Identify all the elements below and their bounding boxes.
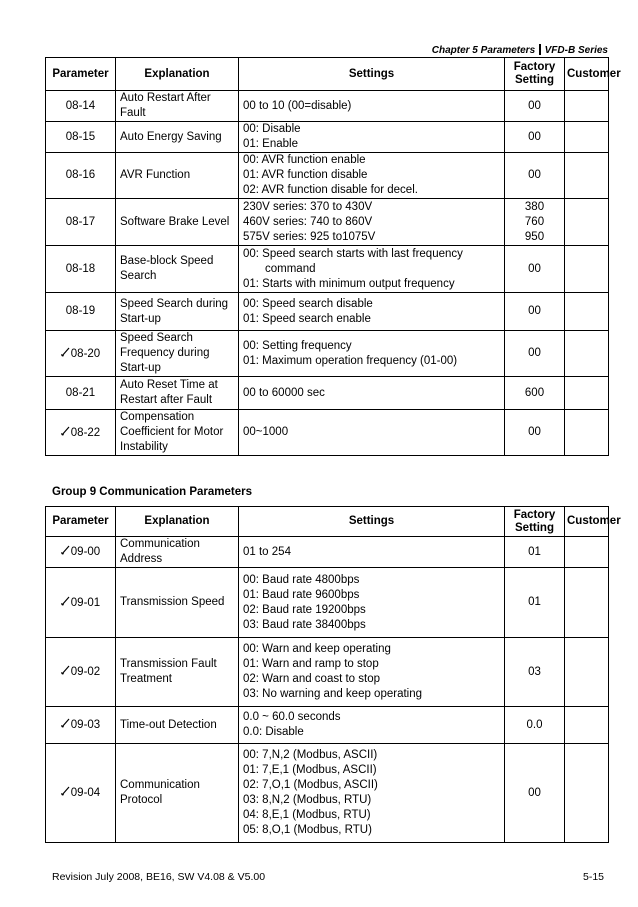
- series-name: VFD-B Series: [544, 45, 608, 56]
- parameter-code-text: 08-15: [65, 130, 96, 143]
- setting-line: 0.0 ~ 60.0 seconds: [243, 711, 341, 723]
- setting-line: 00: Speed search disable: [243, 297, 373, 310]
- col-factory-setting: Factory Setting: [505, 507, 565, 537]
- parameter-code: [46, 153, 116, 199]
- parameter-settings: [239, 707, 505, 744]
- table-body-group9: [46, 537, 609, 843]
- customer-setting[interactable]: [565, 568, 609, 638]
- page-header: [432, 44, 608, 56]
- factory-value: 01: [528, 545, 541, 558]
- table-row: [46, 331, 609, 377]
- chapter-title: Chapter 5 Parameters: [431, 45, 536, 56]
- factory-setting: [505, 537, 565, 568]
- factory-setting: [505, 638, 565, 707]
- factory-value: 600: [524, 386, 545, 399]
- setting-line: 00: Disable: [243, 123, 301, 135]
- table-row: [46, 410, 609, 456]
- editable-marker-icon: [61, 346, 70, 361]
- parameter-code-text: 09-03: [70, 719, 101, 731]
- table-row: [46, 638, 609, 707]
- setting-line: 00: 7,N,2 (Modbus, ASCII): [243, 749, 378, 761]
- parameter-code-text: 08-19: [65, 305, 96, 317]
- parameter-code-text: 09-04: [70, 787, 101, 799]
- setting-line: 01 to 254: [243, 545, 291, 558]
- customer-setting[interactable]: [565, 331, 609, 377]
- parameter-code-text: 08-21: [65, 386, 96, 399]
- customer-setting[interactable]: [565, 707, 609, 744]
- table-row: [46, 91, 609, 122]
- factory-value: 00: [528, 99, 541, 112]
- parameter-explanation: Time-out Detection: [116, 707, 239, 744]
- table-row: [46, 744, 609, 843]
- table-row: [46, 153, 609, 199]
- parameter-table-group8: [45, 57, 621, 456]
- parameter-code-text: 09-02: [70, 666, 101, 678]
- editable-marker-icon: [61, 785, 70, 800]
- customer-setting[interactable]: [565, 293, 609, 331]
- parameter-code: [46, 638, 116, 707]
- parameter-explanation: Software Brake Level: [116, 199, 239, 246]
- setting-line: 02: Baud rate 19200bps: [243, 603, 366, 616]
- factory-setting: [505, 122, 565, 153]
- parameter-code: [46, 122, 116, 153]
- setting-line: 03: 8,N,2 (Modbus, RTU): [243, 794, 372, 806]
- parameter-explanation: Auto Reset Time at Restart after Fault: [116, 377, 239, 410]
- parameter-code: [46, 744, 116, 843]
- parameter-code: [46, 246, 116, 293]
- factory-setting: [505, 91, 565, 122]
- table-row: [46, 293, 609, 331]
- parameter-settings: [239, 410, 505, 456]
- parameter-settings: [239, 568, 505, 638]
- parameter-settings: [239, 246, 505, 293]
- parameter-settings: [239, 122, 505, 153]
- parameter-code-text: 08-17: [65, 215, 96, 228]
- customer-setting[interactable]: [565, 246, 609, 293]
- customer-setting[interactable]: [565, 638, 609, 707]
- parameter-explanation: Speed Search during Start-up: [116, 293, 239, 331]
- parameter-code-text: 08-16: [65, 169, 96, 181]
- footer-revision: Revision July 2008, BE16, SW V4.08 & V5.00: [52, 871, 266, 883]
- customer-setting[interactable]: [565, 410, 609, 456]
- factory-value: 00: [528, 305, 541, 317]
- setting-line: 00: Speed search starts with last frequency: [243, 247, 463, 260]
- factory-setting: [505, 744, 565, 843]
- setting-line: 02: Warn and coast to stop: [243, 673, 381, 685]
- group-title: Group 9 Communication Parameters: [52, 486, 253, 498]
- factory-value: 380: [524, 200, 545, 213]
- parameter-code-text: 08-18: [65, 262, 96, 275]
- table-row: [46, 568, 609, 638]
- col-parameter: Parameter: [46, 507, 116, 537]
- col-settings: Settings: [239, 58, 505, 91]
- parameter-code: [46, 410, 116, 456]
- parameter-table-group9: [45, 506, 621, 843]
- parameter-code: [46, 199, 116, 246]
- factory-setting: [505, 331, 565, 377]
- customer-setting[interactable]: [565, 744, 609, 843]
- setting-line: 575V series: 925 to1075V: [243, 230, 376, 243]
- parameter-settings: [239, 377, 505, 410]
- col-settings: Settings: [239, 507, 505, 537]
- parameter-code-text: 09-01: [70, 596, 101, 609]
- factory-setting: [505, 246, 565, 293]
- col-customer: Customer: [565, 507, 609, 537]
- parameter-explanation: Compensation Coefficient for Motor Instability: [116, 410, 239, 456]
- parameter-code: [46, 707, 116, 744]
- table-row: [46, 246, 609, 293]
- factory-value: 00: [528, 426, 541, 438]
- factory-value: 00: [528, 262, 541, 275]
- factory-value: 01: [528, 596, 541, 608]
- factory-setting: [505, 707, 565, 744]
- customer-setting[interactable]: [565, 91, 609, 122]
- editable-marker-icon: [61, 664, 70, 679]
- col-explanation: Explanation: [116, 507, 239, 537]
- setting-line: 460V series: 740 to 860V: [243, 215, 373, 228]
- table-row: [46, 537, 609, 568]
- setting-line: 02: AVR function disable for decel.: [243, 184, 418, 196]
- parameter-settings: [239, 91, 505, 122]
- factory-value: 0.0: [526, 718, 543, 731]
- factory-value: 00: [528, 130, 541, 143]
- setting-line: 01: Warn and ramp to stop: [243, 658, 379, 670]
- parameter-explanation: Communication Address: [116, 537, 239, 568]
- setting-line: 05: 8,O,1 (Modbus, RTU): [243, 824, 372, 836]
- factory-value: 03: [528, 665, 541, 678]
- editable-marker-icon: [61, 717, 70, 732]
- parameter-settings: [239, 199, 505, 246]
- table-row: [46, 707, 609, 744]
- setting-line: 00: Setting frequency: [243, 339, 352, 352]
- table-header-row: [46, 58, 609, 91]
- editable-marker-icon: [61, 595, 70, 610]
- factory-value: 00: [528, 786, 541, 799]
- parameter-settings: [239, 537, 505, 568]
- factory-setting: [505, 153, 565, 199]
- parameter-code: [46, 91, 116, 122]
- parameter-settings: [239, 293, 505, 331]
- parameter-explanation: Communication Protocol: [116, 744, 239, 843]
- factory-value: 760: [524, 215, 545, 228]
- parameter-code-text: 08-22: [70, 426, 101, 439]
- setting-line: 00: AVR function enable: [243, 154, 366, 166]
- factory-value: 950: [524, 230, 545, 243]
- parameter-settings: [239, 153, 505, 199]
- setting-line: 04: 8,E,1 (Modbus, RTU): [243, 809, 371, 821]
- parameter-explanation: Base-block Speed Search: [116, 246, 239, 293]
- table-header-row: [46, 507, 609, 537]
- editable-marker-icon: [61, 425, 70, 440]
- col-parameter: Parameter: [46, 58, 116, 91]
- parameter-code: [46, 331, 116, 377]
- editable-marker-icon: [61, 544, 70, 559]
- header-separator: [539, 44, 541, 55]
- setting-line: 01: Starts with minimum output frequency: [243, 277, 455, 290]
- setting-line: 00: Baud rate 4800bps: [243, 573, 360, 586]
- setting-line: 01: 7,E,1 (Modbus, ASCII): [243, 764, 377, 776]
- factory-setting: [505, 568, 565, 638]
- customer-setting[interactable]: [565, 377, 609, 410]
- setting-line: 01: Enable: [243, 138, 298, 150]
- factory-setting: [505, 293, 565, 331]
- parameter-settings: [239, 744, 505, 843]
- setting-line: 00 to 10 (00=disable): [243, 99, 352, 112]
- customer-setting[interactable]: [565, 199, 609, 246]
- table-row: [46, 199, 609, 246]
- setting-line: 230V series: 370 to 430V: [243, 200, 373, 213]
- col-customer: Customer: [565, 58, 609, 91]
- col-factory-setting: Factory Setting: [505, 58, 565, 91]
- setting-line: 0.0: Disable: [243, 726, 304, 738]
- factory-value: 00: [528, 169, 541, 181]
- table-row: [46, 377, 609, 410]
- parameter-explanation: Speed Search Frequency during Start-up: [116, 331, 239, 377]
- parameter-code: [46, 568, 116, 638]
- setting-line: 00: Warn and keep operating: [243, 643, 391, 655]
- col-explanation: Explanation: [116, 58, 239, 91]
- setting-line: 02: 7,O,1 (Modbus, ASCII): [243, 779, 378, 791]
- table-body-group8: [46, 91, 609, 456]
- setting-line: 01: Baud rate 9600bps: [243, 588, 360, 601]
- footer-page-number: 5-15: [582, 871, 604, 883]
- parameter-settings: [239, 331, 505, 377]
- factory-setting: [505, 377, 565, 410]
- factory-setting: [505, 410, 565, 456]
- parameter-settings: [239, 638, 505, 707]
- setting-line: 03: No warning and keep operating: [243, 688, 423, 700]
- setting-line: 03: Baud rate 38400bps: [243, 618, 366, 631]
- setting-line: 01: Speed search enable: [243, 312, 371, 325]
- customer-setting[interactable]: [565, 122, 609, 153]
- parameter-code: [46, 537, 116, 568]
- setting-line: 01: AVR function disable: [243, 169, 368, 181]
- setting-line: 01: Maximum operation frequency (01-00): [243, 354, 458, 367]
- customer-setting[interactable]: [565, 153, 609, 199]
- factory-setting: [505, 199, 565, 246]
- parameter-code-text: 08-20: [70, 347, 101, 360]
- parameter-code: [46, 293, 116, 331]
- parameter-code-text: 09-00: [70, 546, 101, 558]
- parameter-code: [46, 377, 116, 410]
- customer-setting[interactable]: [565, 537, 609, 568]
- table-row: [46, 122, 609, 153]
- parameter-code-text: 08-14: [65, 99, 96, 112]
- parameter-explanation: AVR Function: [116, 153, 239, 199]
- parameter-explanation: Auto Restart After Fault: [116, 91, 239, 122]
- setting-line: 00~1000: [243, 426, 289, 438]
- factory-value: 00: [528, 347, 541, 359]
- parameter-explanation: Transmission Fault Treatment: [116, 638, 239, 707]
- parameter-explanation: Auto Energy Saving: [116, 122, 239, 153]
- setting-line: command: [265, 262, 316, 275]
- parameter-explanation: Transmission Speed: [116, 568, 239, 638]
- setting-line: 00 to 60000 sec: [243, 386, 325, 399]
